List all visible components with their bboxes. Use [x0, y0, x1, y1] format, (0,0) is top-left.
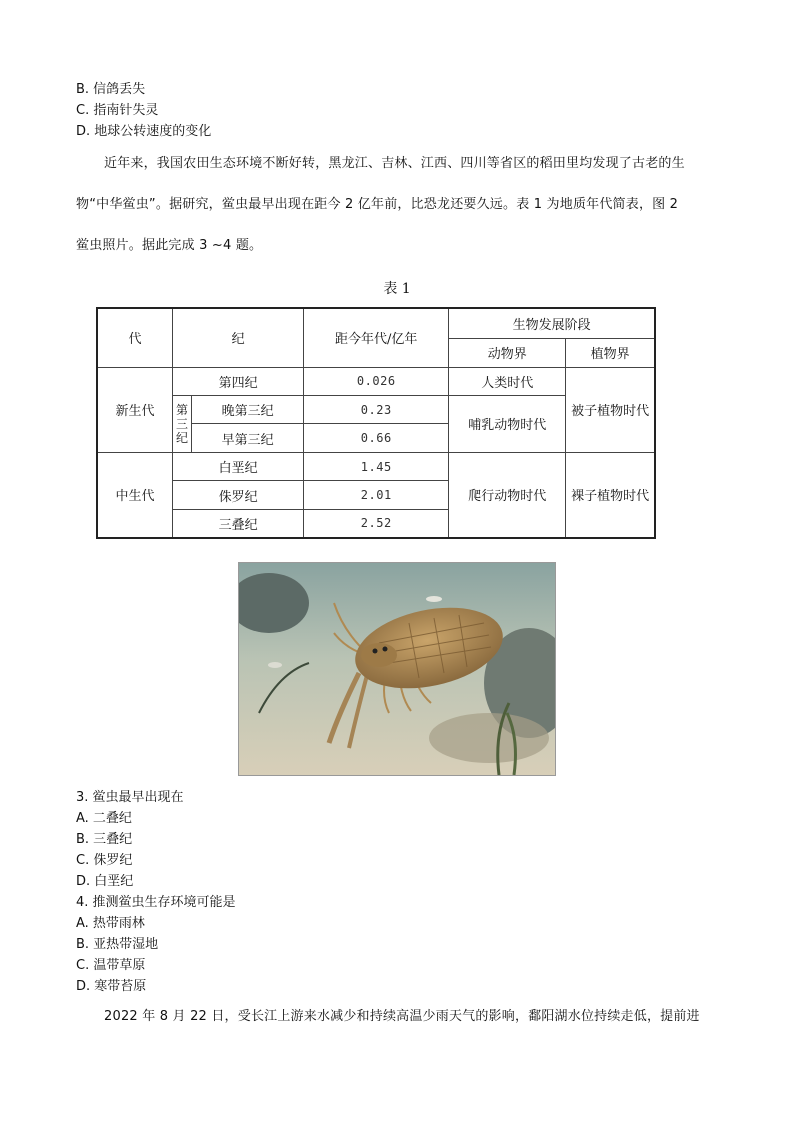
intro-line-1: 近年来，我国农田生态环境不断好转，黑龙江、吉林、江西、四川等省区的稻田里均发现了古老的生 [104, 156, 685, 171]
option-c: C. 指南针失灵 [76, 103, 159, 118]
period-triassic: 三叠纪 [173, 509, 304, 538]
tadpole-shrimp-photo [238, 562, 556, 776]
age-triassic: 2.52 [304, 509, 449, 538]
q3-option-a: A. 二叠纪 [76, 811, 132, 826]
age-late-tertiary: 0.23 [304, 395, 449, 423]
q4-option-a: A. 热带雨林 [76, 916, 145, 931]
tadpole-shrimp-illustration [239, 563, 555, 775]
intro-line-3: 鲎虫照片。据此完成 3 ~4 题。 [76, 238, 263, 253]
geologic-time-table [96, 307, 656, 539]
q4-option-c: C. 温带草原 [76, 958, 146, 973]
q3-option-c: C. 侏罗纪 [76, 853, 133, 868]
intro-line-2: 物“中华鲎虫”。据研究，鲎虫最早出现在距今 2 亿年前，比恐龙还要久远。表 1 为地质年代简表，图 2 [76, 197, 679, 212]
animal-stage-human: 人类时代 [449, 367, 566, 395]
header-plant: 植物界 [566, 339, 655, 367]
q3-option-d: D. 白垩纪 [76, 874, 134, 889]
q4-option-d: D. 寒带苔原 [76, 979, 147, 994]
q4-option-b: B. 亚热带湿地 [76, 937, 159, 952]
q3-stem: 3. 鲎虫最早出现在 [76, 790, 184, 805]
table-caption: 表 1 [383, 281, 411, 297]
header-age: 距今年代/亿年 [304, 308, 449, 367]
age-cretaceous: 1.45 [304, 452, 449, 480]
next-intro-line: 2022 年 8 月 22 日，受长江上游来水减少和持续高温少雨天气的影响，鄱阳湖水位持续走低，提前进 [104, 1009, 700, 1024]
option-b: B. 信鸽丢失 [76, 82, 146, 97]
header-animal: 动物界 [449, 339, 566, 367]
header-stage: 生物发展阶段 [449, 308, 655, 339]
period-tertiary-label [173, 395, 192, 452]
q3-option-b: B. 三叠纪 [76, 832, 133, 847]
period-jurassic: 侏罗纪 [173, 481, 304, 509]
animal-stage-reptile: 爬行动物时代 [449, 452, 566, 538]
header-era: 代 [97, 308, 173, 367]
plant-stage-angiosperm: 被子植物时代 [566, 367, 655, 452]
period-cretaceous: 白垩纪 [173, 452, 304, 480]
era-mesozoic: 中生代 [97, 452, 173, 538]
period-late-tertiary: 晚第三纪 [192, 395, 304, 423]
age-quaternary: 0.026 [304, 367, 449, 395]
era-cenozoic: 新生代 [97, 367, 173, 452]
period-quaternary: 第四纪 [173, 367, 304, 395]
plant-stage-gymnosperm: 裸子植物时代 [566, 452, 655, 538]
q4-stem: 4. 推测鲎虫生存环境可能是 [76, 895, 236, 910]
period-early-tertiary: 早第三纪 [192, 424, 304, 452]
tertiary-label-text: 第三纪 [176, 402, 189, 445]
header-period: 纪 [173, 308, 304, 367]
age-early-tertiary: 0.66 [304, 424, 449, 452]
animal-stage-mammal: 哺乳动物时代 [449, 395, 566, 452]
age-jurassic: 2.01 [304, 481, 449, 509]
option-d: D. 地球公转速度的变化 [76, 124, 212, 139]
